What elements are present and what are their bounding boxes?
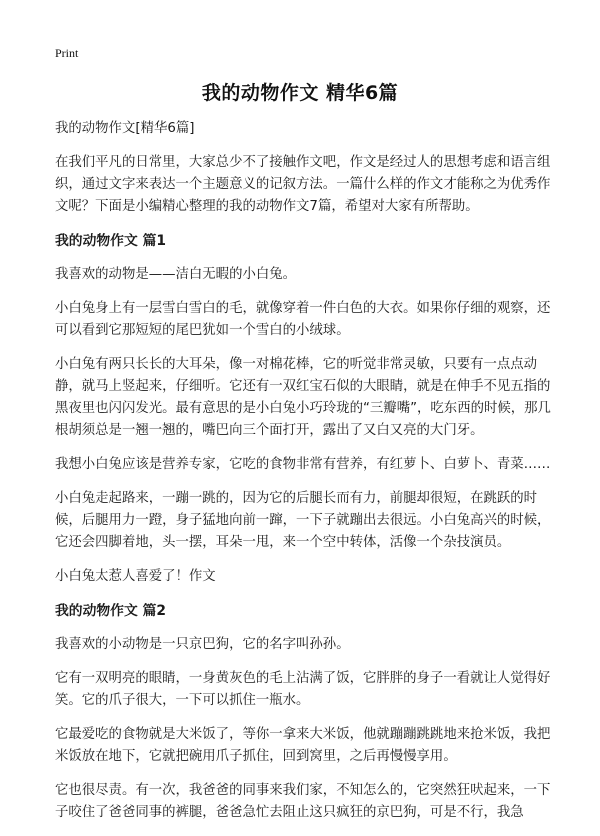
section-heading-1: 我的动物作文 篇1: [55, 233, 166, 249]
section2-paragraph: 它有一双明亮的眼睛，一身黄灰色的毛上沾满了饭，它胖胖的身子一看就让人觉得好笑。它的爪子很大，一下可以抓住一瓶水。: [55, 671, 551, 708]
section2-paragraph: 它也很尽责。有一次，我爸爸的同事来我们家，不知怎么的，它突然狂吠起来，一下子咬住了爸爸同事的裤腿，爸爸急忙去阻止这只疯狂的京巴狗，可是不行，我急: [55, 783, 551, 820]
section1-paragraph: 小白兔走起路来，一蹦一跳的，因为它的后腿长而有力，前腿却很短，在跳跃的时候，后腿用力一蹬，身子猛地向前一蹿，一下子就蹦出去很远。小白兔高兴的时候，它还会四脚着地，头一摆，耳朵一甩，来一个空中转体，活像一个杂技演员。: [55, 491, 551, 550]
page-title: 我的动物作文 精华6篇: [201, 82, 399, 104]
intro-paragraph: 在我们平凡的日常里，大家总少不了接触作文吧，作文是经过人的思想考虑和语言组织，通过文字来表达一个主题意义的记叙方法。一篇什么样的作文才能称之为优秀作文呢？下面是小编精心整理的我的动物作文7篇，希望对大家有所帮助。: [55, 155, 551, 214]
section1-paragraph: 我想小白兔应该是营养专家，它吃的食物非常有营养，有红萝卜、白萝卜、青菜……: [55, 457, 551, 472]
section-heading-2: 我的动物作文 篇2: [55, 603, 166, 619]
document-subtitle: 我的动物作文[精华6篇]: [55, 121, 195, 136]
document-body: [55, 118, 555, 836]
section1-paragraph: 小白兔身上有一层雪白雪白的毛，就像穿着一件白色的大衣。如果你仔细的观察，还可以看到它那短短的尾巴犹如一个雪白的小绒球。: [55, 301, 551, 338]
section1-paragraph: 小白兔太惹人喜爱了！作文: [55, 569, 216, 584]
print-label: Print: [55, 46, 79, 60]
section1-paragraph: 我喜欢的动物是——洁白无暇的小白兔。: [55, 267, 297, 282]
section1-paragraph: 小白兔有两只长长的大耳朵，像一对棉花棒，它的听觉非常灵敏，只要有一点点动静，就马上竖起来，仔细听。它还有一双红宝石似的大眼睛，就是在伸手不见五指的黑夜里也闪闪发光。最有意思的是小白兔小巧玲珑的“三瓣嘴”，吃东西的时候，那几根胡须总是一翘一翘的，嘴巴向三个面打开，露出了又白又亮的大门牙。: [55, 357, 551, 438]
section2-paragraph: 我喜欢的小动物是一只京巴狗，它的名字叫孙孙。: [55, 637, 350, 652]
section2-paragraph: 它最爱吃的食物就是大米饭了，等你一拿来大米饭，他就蹦蹦跳跳地来抢米饭，我把米饭放在地下，它就把碗用爪子抓住，回到窝里，之后再慢慢享用。: [55, 727, 551, 764]
